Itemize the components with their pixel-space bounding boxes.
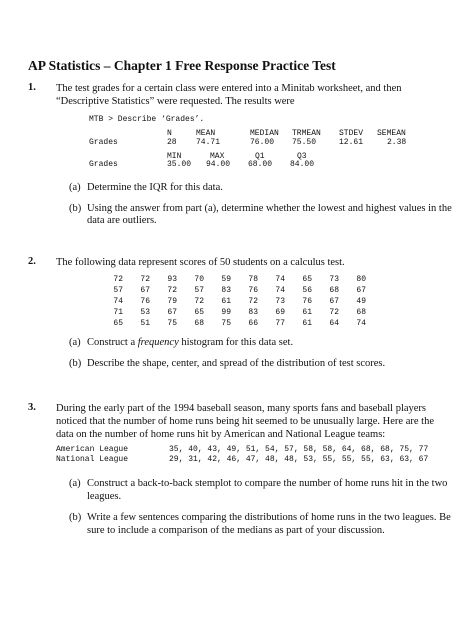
score-cell: 74 bbox=[275, 275, 285, 284]
q2-part-b-label: (b) bbox=[69, 358, 82, 369]
score-cell: 68 bbox=[194, 319, 204, 328]
stats-header-semean: SEMEAN bbox=[377, 129, 406, 138]
score-cell: 67 bbox=[356, 286, 366, 295]
score-cell: 57 bbox=[113, 286, 123, 295]
score-cell: 72 bbox=[194, 297, 204, 306]
score-cell: 93 bbox=[167, 275, 177, 284]
q1-number: 1. bbox=[28, 82, 36, 93]
score-cell: 61 bbox=[302, 308, 312, 317]
score-cell: 74 bbox=[275, 286, 285, 295]
stats-header-min: MIN bbox=[167, 152, 182, 161]
q1-text-line-1: The test grades for a certain class were entered into a Minitab worksheet, and then bbox=[56, 83, 402, 94]
q3-text-line-2: noticed that the number of home runs being hit seemed to be unusually large. Here are the bbox=[56, 416, 434, 427]
score-cell: 57 bbox=[194, 286, 204, 295]
score-row bbox=[96, 285, 366, 296]
score-cell: 66 bbox=[248, 319, 258, 328]
stats-value-semean: 2.38 bbox=[387, 138, 407, 147]
stats-header-median: MEDIAN bbox=[250, 129, 279, 138]
stats-value-n: 28 bbox=[167, 138, 177, 147]
score-cell: 80 bbox=[356, 275, 366, 284]
stats-value-q3: 84.00 bbox=[290, 160, 315, 169]
score-cell: 76 bbox=[248, 286, 258, 295]
score-cell: 72 bbox=[167, 286, 177, 295]
score-cell: 75 bbox=[167, 319, 177, 328]
score-cell: 65 bbox=[194, 308, 204, 317]
q2-part-a-label: (a) bbox=[69, 337, 81, 348]
q3-text-line-1: During the early part of the 1994 baseball season, many sports fans and baseball players bbox=[56, 403, 427, 414]
score-cell: 77 bbox=[275, 319, 285, 328]
score-cell: 72 bbox=[140, 275, 150, 284]
score-cell: 72 bbox=[329, 308, 339, 317]
score-cell: 69 bbox=[275, 308, 285, 317]
score-cell: 99 bbox=[221, 308, 231, 317]
score-cell: 65 bbox=[302, 275, 312, 284]
q2-part-a-text bbox=[87, 336, 293, 349]
score-cell: 78 bbox=[248, 275, 258, 284]
score-cell: 83 bbox=[248, 308, 258, 317]
american-league-label: American League bbox=[56, 445, 129, 454]
score-cell: 68 bbox=[356, 308, 366, 317]
stats-value-mean: 74.71 bbox=[196, 138, 221, 147]
stats-header-n: N bbox=[167, 129, 172, 138]
q2-number: 2. bbox=[28, 256, 36, 267]
national-league-values: 29, 31, 42, 46, 47, 48, 48, 53, 55, 55, 55, 63, 63, 67 bbox=[169, 455, 429, 464]
stats-header-q3: Q3 bbox=[297, 152, 307, 161]
q2-part-a-post: histogram for this data set. bbox=[178, 337, 294, 348]
stats-header-stdev: STDEV bbox=[339, 129, 364, 138]
q3-part-b-line-1: Write a few sentences comparing the distributions of home runs in the two leagues. Be bbox=[87, 512, 451, 523]
score-cell: 73 bbox=[329, 275, 339, 284]
score-cell: 76 bbox=[302, 297, 312, 306]
score-cell: 68 bbox=[329, 286, 339, 295]
score-cell: 75 bbox=[221, 319, 231, 328]
q1-part-b-label: (b) bbox=[69, 203, 82, 214]
minitab-command: MTB > Describe ‘Grades’. bbox=[89, 115, 205, 124]
stats-header-q1: Q1 bbox=[255, 152, 265, 161]
q3-part-b-line-2: sure to include a comparison of the medians as part of your discussion. bbox=[87, 525, 385, 536]
stats-value-q1: 68.00 bbox=[248, 160, 273, 169]
stats-value-stdev: 12.61 bbox=[339, 138, 364, 147]
score-cell: 71 bbox=[113, 308, 123, 317]
q2-part-a-pre: Construct a bbox=[87, 337, 138, 348]
stats-values-row-1 bbox=[0, 138, 474, 149]
scores-table bbox=[96, 274, 366, 329]
national-league-label: National League bbox=[56, 455, 129, 464]
score-row bbox=[96, 318, 366, 329]
score-cell: 53 bbox=[140, 308, 150, 317]
score-cell: 74 bbox=[113, 297, 123, 306]
stats-row-label: Grades bbox=[89, 138, 118, 147]
score-cell: 49 bbox=[356, 297, 366, 306]
score-row bbox=[96, 296, 366, 307]
american-league-values: 35, 40, 43, 49, 51, 54, 57, 58, 58, 64, 68, 68, 75, 77 bbox=[169, 445, 429, 454]
q3-text-line-3: data on the number of home runs hit by American and National League teams: bbox=[56, 429, 386, 440]
stats-header-trmean: TRMEAN bbox=[292, 129, 321, 138]
score-cell: 74 bbox=[356, 319, 366, 328]
q3-number: 3. bbox=[28, 402, 36, 413]
score-row bbox=[96, 274, 366, 285]
q1-part-a-label: (a) bbox=[69, 182, 81, 193]
score-cell: 79 bbox=[167, 297, 177, 306]
stats-value-median: 76.00 bbox=[250, 138, 275, 147]
page-title: AP Statistics – Chapter 1 Free Response Practice Test bbox=[28, 58, 336, 73]
stats-header-mean: MEAN bbox=[196, 129, 216, 138]
q1-part-a-text: Determine the IQR for this data. bbox=[87, 182, 223, 193]
stats-values-row-2 bbox=[0, 160, 474, 171]
q2-text: The following data represent scores of 50 students on a calculus test. bbox=[56, 257, 345, 268]
q2-part-a-emphasis: frequency bbox=[137, 337, 179, 348]
american-league-row bbox=[56, 445, 428, 454]
q3-part-a-line-1: Construct a back-to-back stemplot to compare the number of home runs hit in the two bbox=[87, 478, 448, 489]
q1-text-line-2: “Descriptive Statistics” were requested. The results were bbox=[56, 96, 295, 107]
stats-row-label-2: Grades bbox=[89, 160, 118, 169]
score-cell: 67 bbox=[140, 286, 150, 295]
q2-part-b-text: Describe the shape, center, and spread of the distribution of test scores. bbox=[87, 358, 386, 369]
score-cell: 59 bbox=[221, 275, 231, 284]
score-cell: 70 bbox=[194, 275, 204, 284]
score-cell: 51 bbox=[140, 319, 150, 328]
score-cell: 83 bbox=[221, 286, 231, 295]
q3-part-a-label: (a) bbox=[69, 478, 81, 489]
score-cell: 56 bbox=[302, 286, 312, 295]
score-cell: 61 bbox=[221, 297, 231, 306]
score-cell: 67 bbox=[329, 297, 339, 306]
stats-value-max: 94.00 bbox=[206, 160, 231, 169]
q1-part-b-line-1: Using the answer from part (a), determine whether the lowest and highest values in the bbox=[87, 203, 452, 214]
score-cell: 73 bbox=[275, 297, 285, 306]
q1-part-b-line-2: data are outliers. bbox=[87, 215, 157, 226]
q3-part-a-line-2: leagues. bbox=[87, 491, 122, 502]
score-row bbox=[96, 307, 366, 318]
national-league-row bbox=[56, 455, 428, 464]
score-cell: 72 bbox=[113, 275, 123, 284]
score-cell: 67 bbox=[167, 308, 177, 317]
q3-part-b-label: (b) bbox=[69, 512, 82, 523]
score-cell: 64 bbox=[329, 319, 339, 328]
score-cell: 65 bbox=[113, 319, 123, 328]
score-cell: 72 bbox=[248, 297, 258, 306]
stats-header-max: MAX bbox=[210, 152, 225, 161]
score-cell: 76 bbox=[140, 297, 150, 306]
score-cell: 61 bbox=[302, 319, 312, 328]
stats-value-trmean: 75.50 bbox=[292, 138, 317, 147]
stats-value-min: 35.00 bbox=[167, 160, 192, 169]
